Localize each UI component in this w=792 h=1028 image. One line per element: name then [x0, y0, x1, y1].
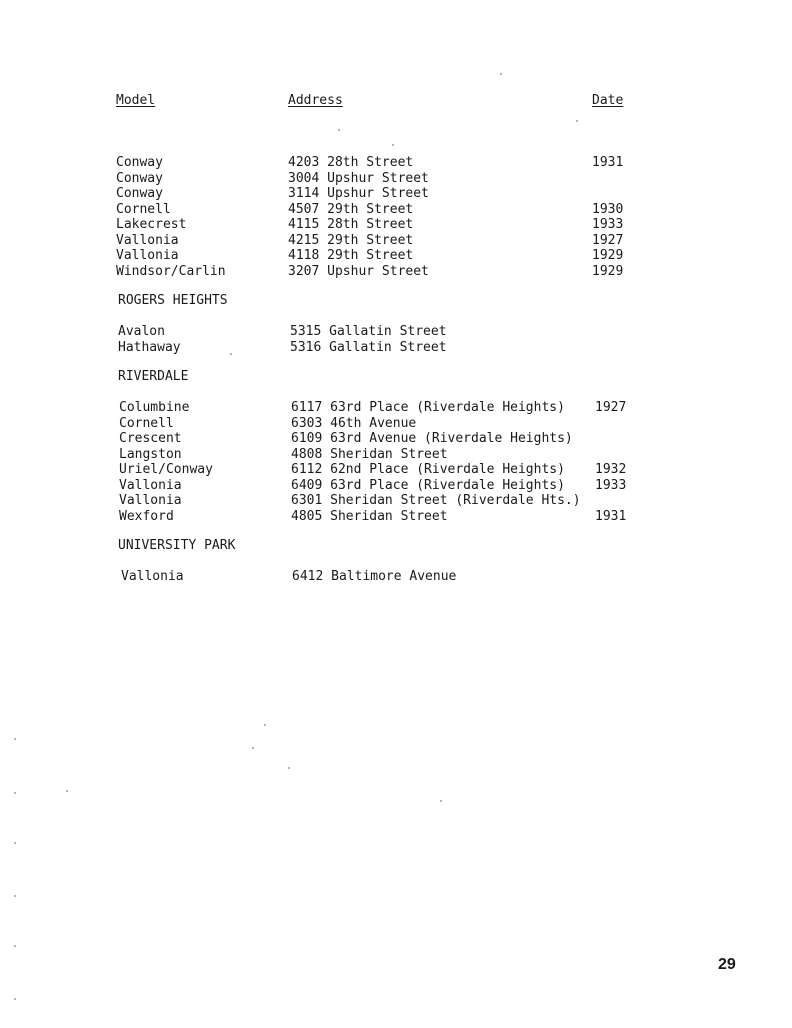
model-cell: Conway: [116, 186, 163, 201]
address-cell: 4215 29th Street: [288, 232, 414, 248]
column-header-model: Model: [116, 93, 156, 108]
model-cell: Vallonia: [121, 569, 184, 584]
date-cell: 1933: [595, 477, 627, 493]
date-cell: 1929: [592, 263, 624, 279]
address-cell: 6303 46th Avenue: [291, 415, 417, 431]
model-cell: Columbine: [119, 400, 190, 415]
scan-speck: [392, 144, 394, 146]
address-cell: 4115 28th Street: [288, 217, 414, 232]
section-riverdale: [0, 369, 792, 524]
address-cell: 4507 29th Street: [288, 201, 414, 217]
page-number: 29: [718, 956, 736, 973]
address-cell: 6409 63rd Place (Riverdale Heights): [291, 477, 565, 493]
table-row: [0, 447, 792, 463]
scan-speck: [230, 353, 232, 355]
address-cell: 3004 Upshur Street: [288, 170, 429, 186]
date-cell: 1930: [592, 201, 624, 217]
address-cell: 6112 62nd Place (Riverdale Heights): [291, 462, 565, 477]
scan-speck: [14, 998, 16, 1000]
table-row: [0, 478, 792, 494]
address-cell: 4808 Sheridan Street: [291, 446, 448, 462]
scan-speck: [14, 842, 16, 844]
address-cell: 6109 63rd Avenue (Riverdale Heights): [291, 431, 573, 446]
scan-speck: [14, 792, 16, 794]
model-cell: Cornell: [119, 415, 174, 431]
scan-speck: [14, 895, 16, 897]
table-row: [0, 264, 792, 280]
model-cell: Crescent: [119, 431, 182, 446]
address-cell: 4203 28th Street: [288, 155, 414, 170]
address-cell: 6412 Baltimore Avenue: [292, 569, 457, 584]
model-cell: Wexford: [119, 508, 174, 524]
model-cell: Uriel/Conway: [119, 462, 213, 477]
section-unnamed: [0, 155, 792, 279]
table-row: [0, 462, 792, 478]
model-cell: Cornell: [116, 201, 171, 217]
date-cell: 1932: [595, 462, 627, 477]
table-row: [0, 155, 792, 171]
model-cell: Langston: [119, 446, 182, 462]
scan-speck: [288, 767, 290, 769]
section-heading: RIVERDALE: [118, 369, 189, 384]
scan-speck: [66, 790, 68, 792]
section-rogers-heights: [0, 293, 792, 355]
table-row: [0, 340, 792, 356]
table-row: [0, 202, 792, 218]
table-row: [0, 186, 792, 202]
table-row: [0, 217, 792, 233]
scan-speck: [264, 724, 266, 726]
model-cell: Vallonia: [116, 248, 179, 263]
table-row: [0, 509, 792, 525]
date-cell: 1931: [595, 508, 627, 524]
scan-speck: [14, 945, 16, 947]
date-cell: 1927: [595, 400, 627, 415]
scan-speck: [338, 129, 340, 131]
address-cell: 3114 Upshur Street: [288, 186, 429, 201]
section-heading: ROGERS HEIGHTS: [118, 293, 228, 308]
date-cell: 1929: [592, 248, 624, 263]
table-row: [0, 400, 792, 416]
section-university-park: [0, 538, 792, 585]
table-row: [0, 248, 792, 264]
table-row: [0, 569, 792, 585]
column-header-date: Date: [592, 93, 624, 108]
model-cell: Windsor/Carlin: [116, 263, 226, 279]
model-cell: Conway: [116, 155, 163, 170]
column-header-address: Address: [288, 93, 343, 108]
date-cell: 1931: [592, 155, 624, 170]
model-cell: Vallonia: [116, 232, 179, 248]
model-cell: Lakecrest: [116, 217, 187, 232]
table-row: [0, 416, 792, 432]
model-cell: Conway: [116, 170, 163, 186]
section-heading: UNIVERSITY PARK: [118, 538, 236, 553]
date-cell: 1933: [592, 217, 624, 232]
house-list: [0, 155, 792, 585]
address-cell: 3207 Upshur Street: [288, 263, 429, 279]
model-cell: Avalon: [118, 324, 165, 339]
date-cell: 1927: [592, 232, 624, 248]
address-cell: 5316 Gallatin Street: [290, 339, 447, 355]
table-row: [0, 171, 792, 187]
model-cell: Vallonia: [119, 477, 182, 493]
address-cell: 4805 Sheridan Street: [291, 508, 448, 524]
scan-speck: [500, 73, 502, 75]
model-cell: Hathaway: [118, 339, 181, 355]
address-cell: 4118 29th Street: [288, 248, 414, 263]
address-cell: 6301 Sheridan Street (Riverdale Hts.): [291, 493, 581, 508]
scan-speck: [440, 800, 442, 802]
table-header: [0, 93, 792, 111]
table-row: [0, 324, 792, 340]
model-cell: Vallonia: [119, 493, 182, 508]
address-cell: 6117 63rd Place (Riverdale Heights): [291, 400, 565, 415]
scan-speck: [252, 747, 254, 749]
table-row: [0, 233, 792, 249]
address-cell: 5315 Gallatin Street: [290, 324, 447, 339]
table-row: [0, 431, 792, 447]
table-row: [0, 493, 792, 509]
scan-speck: [576, 120, 578, 122]
scan-speck: [14, 738, 16, 740]
